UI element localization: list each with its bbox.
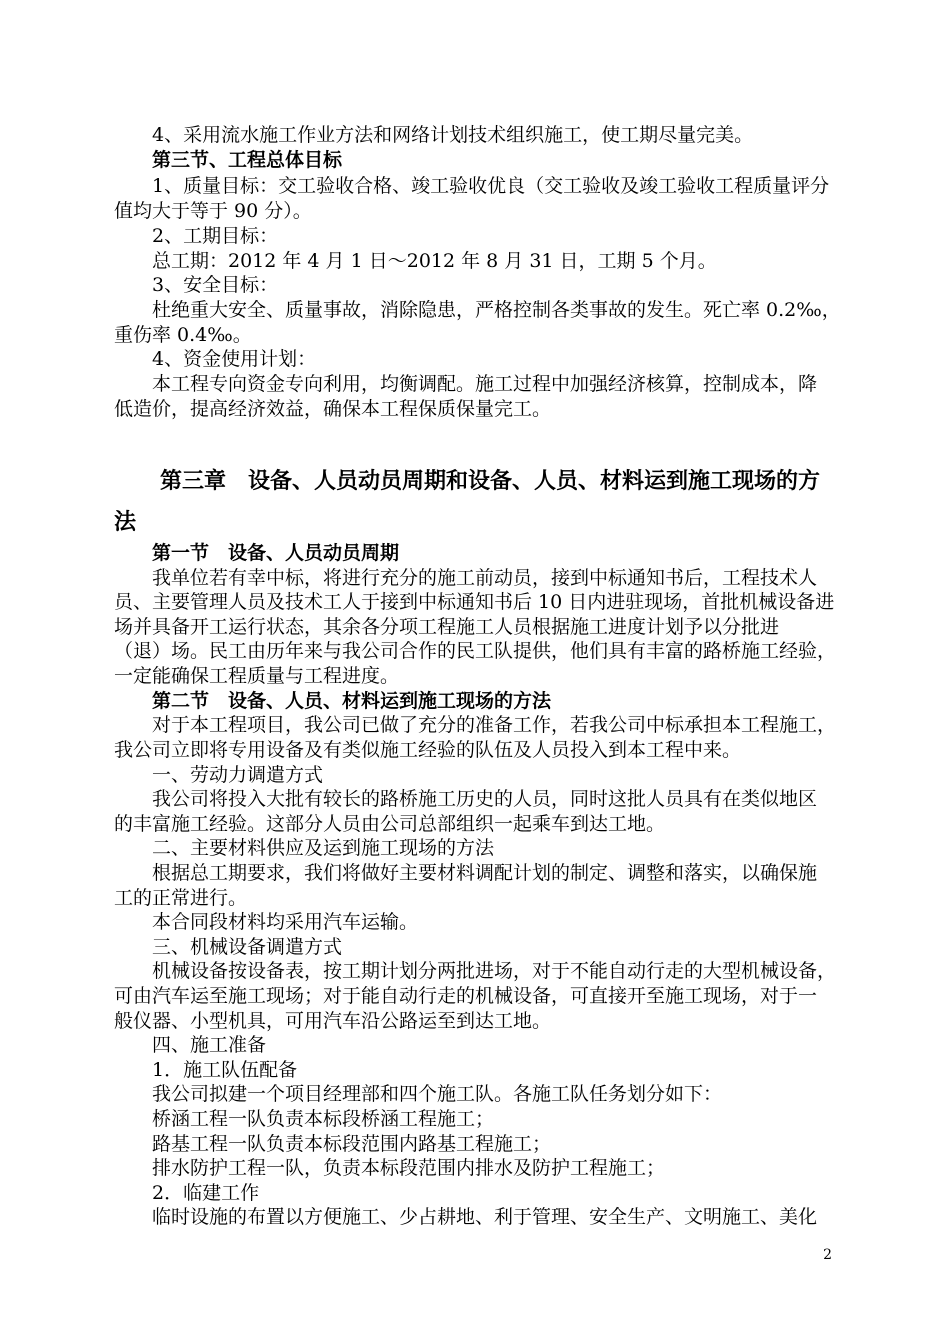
- paragraph-line: 2．临建工作: [152, 1182, 260, 1204]
- paragraph-line: 四、施工准备: [152, 1034, 267, 1056]
- paragraph-line: 排水防护工程一队，负责本标段范围内排水及防护工程施工；: [152, 1157, 666, 1179]
- paragraph-line: 桥涵工程一队负责本标段桥涵工程施工；: [152, 1108, 495, 1130]
- section-heading: 第二节 设备、人员、材料运到施工现场的方法: [152, 690, 552, 712]
- paragraph-line: 对于本工程项目，我公司已做了充分的准备工作，若我公司中标承担本工程施工，: [152, 714, 837, 736]
- paragraph-line: 4、采用流水施工作业方法和网络计划技术组织施工，使工期尽量完美。: [152, 124, 754, 146]
- section-heading: 第一节 设备、人员动员周期: [152, 542, 400, 564]
- paragraph-line: 一、劳动力调遣方式: [152, 764, 324, 786]
- paragraph-line: 3、安全目标：: [152, 274, 279, 296]
- paragraph-line: 杜绝重大安全、质量事故，消除隐患，严格控制各类事故的发生。死亡率 0.2‰，: [152, 299, 841, 321]
- paragraph-line: 工的正常进行。: [114, 887, 248, 909]
- paragraph-line: 员、主要管理人员及技术工人于接到中标通知书后 10 日内进驻现场，首批机械设备进: [114, 591, 835, 613]
- paragraph-line: 我公司将投入大批有较长的路桥施工历史的人员，同时这批人员具有在类似地区: [152, 788, 818, 810]
- page-number: 2: [823, 1247, 832, 1263]
- paragraph-line: 三、机械设备调遣方式: [152, 936, 343, 958]
- paragraph-line: 的丰富施工经验。这部分人员由公司总部组织一起乘车到达工地。: [114, 813, 666, 835]
- paragraph-line: 我公司拟建一个项目经理部和四个施工队。各施工队任务划分如下：: [152, 1083, 723, 1105]
- paragraph-line: 2、工期目标：: [152, 225, 279, 247]
- paragraph-line: 可由汽车运至施工现场；对于能自动行走的机械设备，可直接开至施工现场，对于一: [114, 985, 818, 1007]
- paragraph-line: 总工期：2012 年 4 月 1 日～2012 年 8 月 31 日，工期 5 个月。: [152, 250, 717, 272]
- chapter-title-line1: 第三章 设备、人员动员周期和设备、人员、材料运到施工现场的方: [160, 468, 821, 494]
- paragraph-line: 低造价，提高经济效益，确保本工程保质保量完工。: [114, 398, 552, 420]
- paragraph-line: 重伤率 0.4‰。: [114, 324, 252, 346]
- paragraph-line: 场并具备开工运行状态，其余各分项工程施工人员根据施工进度计划予以分批进: [114, 616, 780, 638]
- paragraph-line: 一定能确保工程质量与工程进度。: [114, 665, 400, 687]
- paragraph-line: 根据总工期要求，我们将做好主要材料调配计划的制定、调整和落实，以确保施: [152, 862, 818, 884]
- paragraph-line: （退）场。民工由历年来与我公司合作的民工队提供，他们具有丰富的路桥施工经验，: [114, 640, 837, 662]
- paragraph-line: 临时设施的布置以方便施工、少占耕地、利于管理、安全生产、文明施工、美化: [152, 1206, 818, 1228]
- paragraph-line: 值均大于等于 90 分）。: [114, 200, 312, 222]
- chapter-title-line2: 法: [114, 509, 137, 535]
- paragraph-line: 本工程专向资金专向利用，均衡调配。施工过程中加强经济核算，控制成本，降: [152, 373, 818, 395]
- paragraph-line: 4、资金使用计划：: [152, 348, 317, 370]
- section-heading: 第三节、工程总体目标: [152, 149, 343, 171]
- paragraph-line: 本合同段材料均采用汽车运输。: [152, 911, 419, 933]
- paragraph-line: 我单位若有幸中标，将进行充分的施工前动员，接到中标通知书后，工程技术人: [152, 567, 818, 589]
- paragraph-line: 二、主要材料供应及运到施工现场的方法: [152, 837, 495, 859]
- paragraph-line: 1．施工队伍配备: [152, 1059, 298, 1081]
- paragraph-line: 般仪器、小型机具，可用汽车沿公路运至到达工地。: [114, 1010, 552, 1032]
- paragraph-line: 我公司立即将专用设备及有类似施工经验的队伍及人员投入到本工程中来。: [114, 739, 742, 761]
- paragraph-line: 1、质量目标：交工验收合格、竣工验收优良（交工验收及竣工验收工程质量评分: [152, 175, 830, 197]
- paragraph-line: 机械设备按设备表，按工期计划分两批进场，对于不能自动行走的大型机械设备，: [152, 960, 837, 982]
- paragraph-line: 路基工程一队负责本标段范围内路基工程施工；: [152, 1133, 552, 1155]
